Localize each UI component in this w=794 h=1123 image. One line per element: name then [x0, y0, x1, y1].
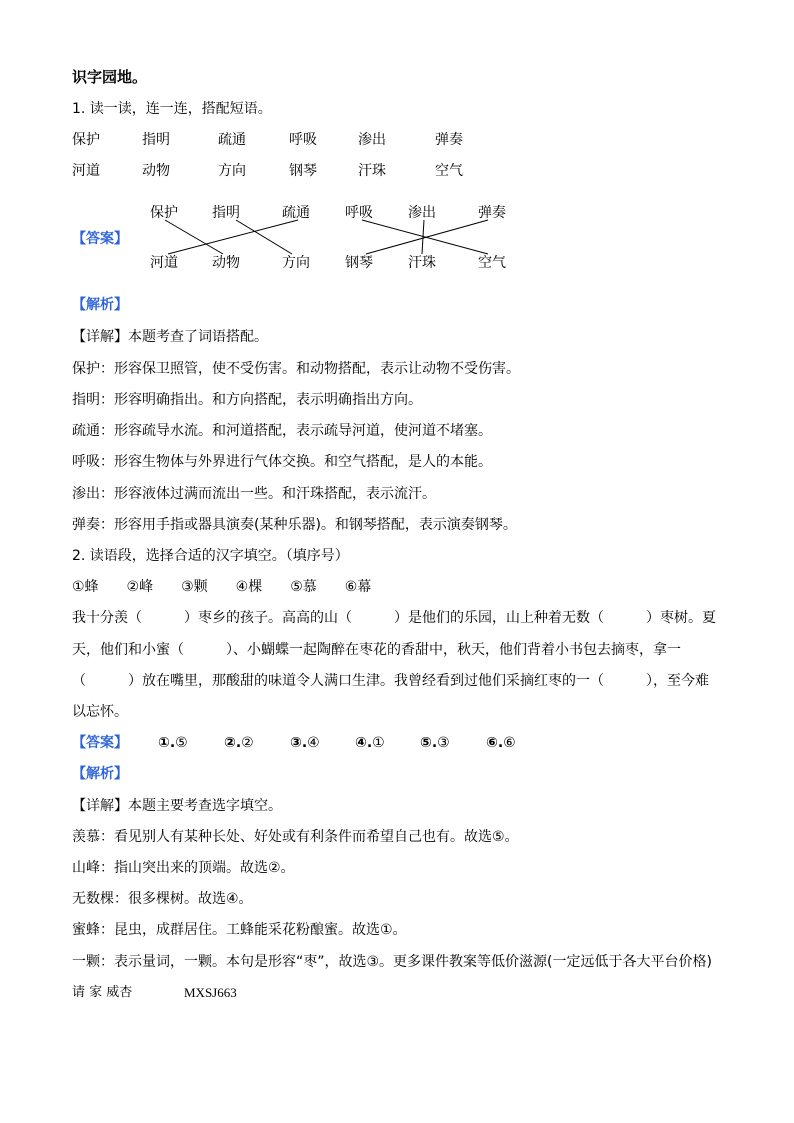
q2-passage-line: 天，他们和小蜜（ ）、小蝴蝶一起陶醉在枣花的香甜中，秋天，他们背着小书包去摘枣，拿一 — [72, 642, 681, 658]
q2-answer: ④.① — [355, 735, 385, 751]
q2-explanation: 蜜蜂：昆虫，成群居住。工蜂能采花粉酿蜜。故选①。 — [72, 922, 407, 938]
word: 呼吸 — [289, 132, 317, 148]
q1-explanation: 弹奏：形容用手指或器具演奏(某种乐器)。和钢琴搭配，表示演奏钢琴。 — [72, 517, 517, 533]
q2-detail — [72, 797, 282, 815]
q2-answer: ⑥.⑥ — [486, 735, 516, 751]
word: 弹奏 — [435, 132, 463, 148]
q1-prompt: 1. 读一读，连一连，搭配短语。 — [72, 101, 272, 117]
footer-left: 请 家 威杏 — [72, 985, 133, 1000]
word: 指明 — [142, 132, 170, 148]
matching-diagram — [60, 198, 580, 278]
q2-answer-label: 【答案】 — [72, 735, 128, 751]
answer-bottom-word: 方向 — [282, 255, 310, 271]
answer-top-word: 保护 — [150, 205, 178, 221]
word: 保护 — [72, 132, 100, 148]
answer-top-word: 指明 — [212, 205, 240, 221]
q1-analysis-label: 【解析】 — [72, 297, 128, 313]
q2-answer: ③.④ — [290, 735, 320, 751]
answer-bottom-word: 汗珠 — [408, 255, 436, 271]
detail-label: 【详解】 — [72, 798, 128, 814]
word: 钢琴 — [289, 163, 317, 179]
q2-answer: ⑤.③ — [420, 735, 450, 751]
answer-bottom-word: 钢琴 — [345, 255, 373, 271]
answer-top-word: 弹奏 — [478, 205, 506, 221]
q2-options: ①蜂 ②峰 ③颗 ④棵 ⑤慕 ⑥幕 — [72, 579, 372, 595]
q1-explanation: 指明：形容明确指出。和方向搭配，表示明确指出方向。 — [72, 392, 422, 408]
q1-answer-label: 【答案】 — [72, 231, 128, 247]
q2-passage-line: 以忘怀。 — [72, 704, 128, 720]
word: 动物 — [142, 163, 170, 179]
q2-answer: ②.② — [224, 735, 254, 751]
answer-bottom-word: 空气 — [478, 255, 506, 271]
q1-explanation: 渗出：形容液体过满而流出一些。和汗珠搭配，表示流汗。 — [72, 486, 436, 502]
answer-top-word: 呼吸 — [345, 205, 373, 221]
detail-intro: 本题主要考查选字填空。 — [128, 798, 282, 814]
q2-passage-line: 我十分羡（ ）枣乡的孩子。高高的山（ ）是他们的乐园，山上种着无数（ ）枣树。夏 — [72, 610, 716, 626]
q2-answer: ①.⑤ — [158, 735, 188, 751]
q1-detail — [72, 328, 268, 346]
q1-explanation: 呼吸：形容生物体与外界进行气体交换。和空气搭配，是人的本能。 — [72, 454, 492, 470]
q2-analysis-label: 【解析】 — [72, 766, 128, 782]
q1-explanation: 保护：形容保卫照管，使不受伤害。和动物搭配，表示让动物不受伤害。 — [72, 361, 520, 377]
q2-explanation: 一颗：表示量词，一颗。本句是形容“枣”，故选③。更多课件教案等低价滋源(一定远低于各大平台价格) — [72, 954, 712, 970]
word: 疏通 — [218, 132, 246, 148]
answer-bottom-word: 动物 — [212, 255, 240, 271]
q2-passage-line: （ ）放在嘴里，那酸甜的味道令人满口生津。我曾经看到过他们采摘红枣的一（ ），至今难 — [72, 673, 709, 689]
answer-bottom-word: 河道 — [150, 255, 178, 271]
word: 方向 — [218, 163, 246, 179]
q2-prompt: 2. 读语段，选择合适的汉字填空。（填序号） — [72, 548, 349, 564]
q2-explanation: 无数棵：很多棵树。故选④。 — [72, 891, 253, 907]
word: 汗珠 — [358, 163, 386, 179]
q2-explanation: 山峰：指山突出来的顶端。故选②。 — [72, 860, 295, 876]
word: 河道 — [72, 163, 100, 179]
detail-label: 【详解】 — [72, 329, 128, 345]
q2-explanation: 羡慕：看见别人有某种长处、好处或有利条件而希望自己也有。故选⑤。 — [72, 829, 519, 845]
answer-top-word: 疏通 — [282, 205, 310, 221]
word: 渗出 — [358, 132, 386, 148]
footer-code: MXSJ663 — [184, 985, 237, 1000]
answer-top-word: 渗出 — [408, 205, 436, 221]
section-title: 识字园地。 — [72, 68, 148, 86]
detail-intro: 本题考查了词语搭配。 — [128, 329, 268, 345]
q1-explanation: 疏通：形容疏导水流。和河道搭配，表示疏导河道，使河道不堵塞。 — [72, 423, 492, 439]
word: 空气 — [435, 163, 463, 179]
